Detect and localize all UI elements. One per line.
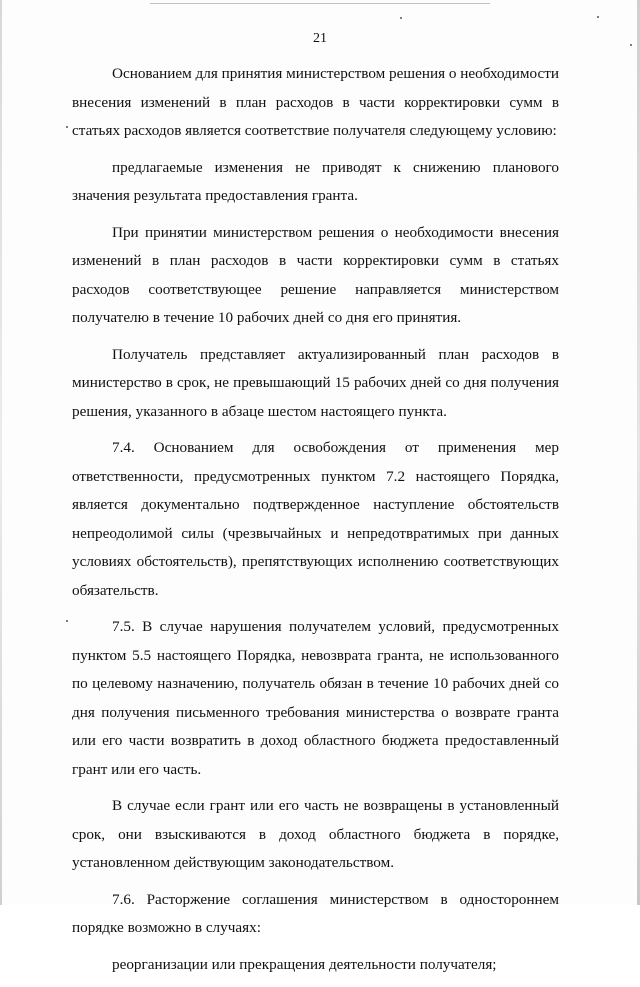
paragraph: 7.5. В случае нарушения получателем условий, предусмотренных пунктом 5.5 настоящего Порядка, невозврата гранта, не использованного по целевому назначению, получатель обязан в течение 10 рабочих дней со дня получения письменного требования министерства о возврате гранта или его части возвратить в доход областного бюджета предоставленный грант или его часть. (72, 618, 559, 778)
scan-speck (400, 17, 402, 19)
scan-speck (66, 126, 68, 128)
scan-top-line (150, 3, 490, 4)
paragraph: В случае если грант или его часть не возвращены в установленный срок, они взыскиваются в доход областного бюджета в порядке, установленном действующим законодательством. (72, 797, 559, 871)
paragraph: Основанием для принятия министерством решения о необходимости внесения изменений в план расходов в части корректировки сумм в статьях расходов является соответствие получателя следующему условию: (72, 65, 559, 139)
paragraph: При принятии министерством решения о необходимости внесения изменений в план расходов в части корректировки сумм в статьях расходов соответствующее решение направляется министерством получателю в течение 10 рабочих дней со дня его принятия. (72, 223, 559, 326)
paragraph: реорганизации или прекращения деятельности получателя; (112, 955, 497, 973)
scan-left-edge (0, 0, 2, 905)
document-body (72, 60, 559, 987)
paragraph: 7.4. Основанием для освобождения от применения мер ответственности, предусмотренных пунктом 7.2 настоящего Порядка, является документально подтвержденное наступление обстоятельств непреодолимой силы (чрезвычайных и непредотвратимых при данных условиях обстоятельств), препятствующих исполнению соответствующих обязательств. (72, 439, 559, 599)
paragraph: Получатель представляет актуализированный план расходов в министерство в срок, не превышающий 15 рабочих дней со дня получения решения, указанного в абзаце шестом настоящего пункта. (72, 345, 559, 420)
page-number: 21 (313, 31, 327, 46)
paragraph: предлагаемые изменения не приводят к снижению планового значения результата предоставления гранта. (72, 158, 559, 204)
scan-speck (597, 16, 599, 18)
paragraph: 7.6. Расторжение соглашения министерством в одностороннем порядке возможно в случаях: (72, 890, 559, 936)
scan-speck (66, 620, 68, 622)
